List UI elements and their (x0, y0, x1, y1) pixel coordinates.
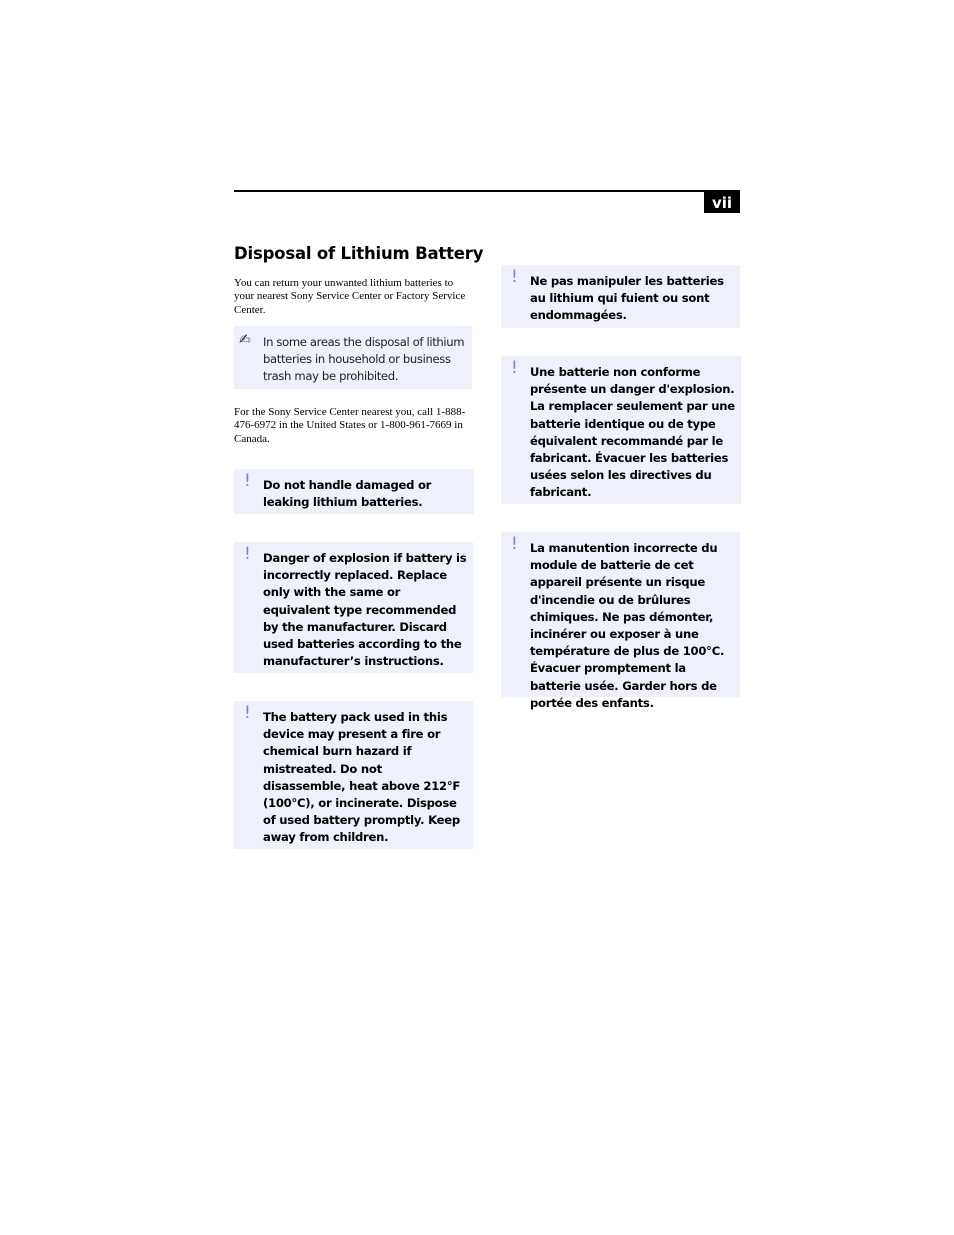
exclamation-icon: ! (244, 703, 251, 723)
intro-paragraph: You can return your unwanted lithium batteries to your nearest Sony Service Center or Factory Service Center. (234, 277, 466, 316)
note-box (234, 326, 472, 389)
warning-text: Danger of explosion if battery is incorrectly replaced. Replace only with the same or equivalent type recommended by the manufacturer. Discard used batteries according to the manufacturer’s instructions. (263, 551, 467, 669)
warning-text: Do not handle damaged or leaking lithium batteries. (263, 478, 432, 510)
exclamation-icon: ! (511, 534, 518, 554)
pencil-note-icon: ✍ (239, 332, 251, 348)
header-rule (234, 190, 740, 192)
contact-paragraph: For the Sony Service Center nearest you, call 1-888-476-6972 in the United States or 1-800-961-7669 in Canada. (234, 406, 466, 445)
exclamation-icon: ! (244, 544, 251, 564)
page-number: vii (704, 192, 740, 213)
note-text: In some areas the disposal of lithium batteries in household or business trash may be prohibited. (263, 335, 465, 384)
exclamation-icon: ! (511, 358, 518, 378)
warning-text: La manutention incorrecte du module de batterie de cet appareil présente un risque d'incendie ou de brûlures chimiques. Ne pas démonter, incinérer ou exposer à une température de plus de 100°C. Évacuer promptement la batterie usée. Garder hors de portée des enfants. (530, 541, 725, 710)
warning-box-3 (234, 701, 473, 849)
warning-box-2 (234, 542, 473, 673)
exclamation-icon: ! (511, 267, 518, 287)
warning-text: The battery pack used in this device may present a fire or chemical burn hazard if mistreated. Do not disassemble, heat above 212°F (100°C), or incinerate. Dispose of used battery promptly. Keep away from children. (263, 710, 461, 845)
warning-text: Une batterie non conforme présente un danger d'explosion. La remplacer seulement par une batterie identique ou de type équivalent recommandé par le fabricant. Évacuer les batteries usées selon les directives du fabricant. (530, 365, 735, 500)
section-heading: Disposal of Lithium Battery (234, 244, 484, 263)
warning-box-fr-1 (501, 265, 740, 328)
exclamation-icon: ! (244, 471, 251, 491)
warning-box-1 (234, 469, 474, 514)
warning-box-fr-2 (501, 356, 741, 504)
warning-box-fr-3 (501, 532, 740, 710)
warning-text: Ne pas manipuler les batteries au lithium qui fuient ou sont endommagées. (530, 274, 724, 323)
